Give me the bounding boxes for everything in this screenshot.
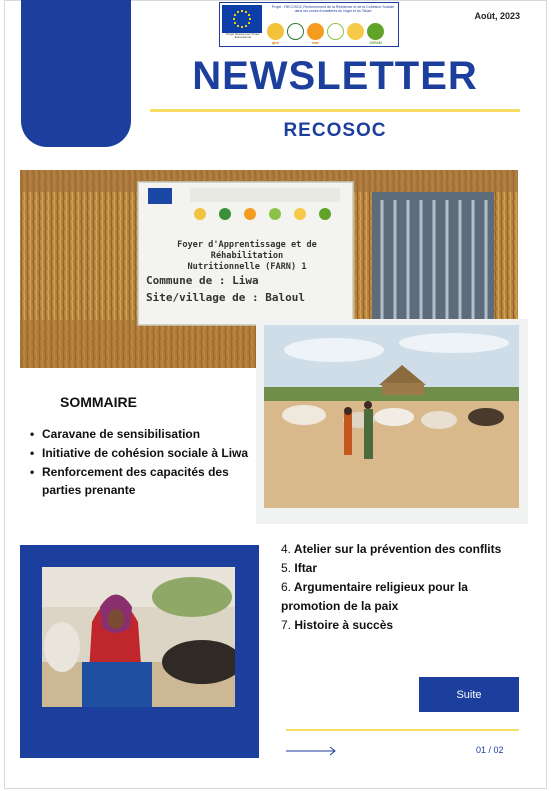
summary-heading: SOMMAIRE [60,394,137,410]
newsletter-subtitle: RECOSOC [283,120,387,141]
summary-item-number: 6. [281,580,292,594]
summary-item[interactable]: • Renforcement des capacités des parties prenante [30,463,250,499]
cattle-photo-illustration [264,325,519,508]
partner-label [327,41,344,45]
eu-stars-icon [222,5,262,33]
partner-logo-icon [327,23,344,40]
summary-item[interactable] [281,578,521,616]
summary-item-number: 7. [281,618,292,632]
farn-sign-text [142,240,352,273]
summary-item-number: 5. [281,561,292,575]
next-page-button[interactable]: Suite [419,677,519,712]
woman-photo-illustration [42,567,235,707]
page-number: 01 / 02 [476,745,504,755]
newsletter-title: NEWSLETTER [192,54,478,98]
summary-item[interactable] [281,559,521,578]
issue-date: Août, 2023 [474,11,520,21]
partner-label: care [312,41,319,45]
partner-label [347,41,364,45]
partner-label: OXFAM [369,41,382,45]
decorative-tab [21,0,131,147]
summary-item-label: Argumentaire religieux pour la promotion de la paix [281,580,468,613]
summary-item-number: 4. [281,542,292,556]
care-logo-icon [307,23,324,40]
summary-item[interactable] [281,540,521,559]
farn-sign-location [146,272,346,306]
partner-logo-bar [219,2,399,47]
partner-logo-icon [287,23,304,40]
summary-list-right [281,540,521,635]
summary-item[interactable]: • Initiative de cohésion sociale à Liwa [30,444,250,462]
farn-sign-line: Nutritionnelle (FARN) 1 [187,262,307,272]
farn-sign-line: Foyer d'Apprentissage et de Réhabilitation [177,240,317,261]
summary-list-left [30,425,250,500]
eu-caption: Projet financé par l'Union Européenne [226,32,260,40]
partner-logo-icon [267,23,284,40]
partner-logo-icon [347,23,364,40]
partner-logos [267,23,384,40]
summary-item-label: Iftar [294,561,318,575]
summary-item[interactable] [281,616,521,635]
summary-item-label: Histoire à succès [294,618,394,632]
woman-with-cattle-photo [42,567,235,707]
farn-sign-line: Site/village de : Baloul [146,291,305,304]
title-divider [150,109,520,112]
partner-logo-labels [267,41,384,45]
farn-sign-line: Commune de : Liwa [146,274,259,287]
cattle-photo [264,325,519,508]
arrow-right-icon[interactable] [286,744,338,758]
partner-label: qieri [271,41,280,45]
partner-label [287,41,304,45]
summary-item[interactable]: • Caravane de sensibilisation [30,425,250,443]
summary-item-label: Atelier sur la prévention des conflits [293,542,502,556]
oxfam-logo-icon [367,23,384,40]
project-title: Projet : RECOSOC Renforcement de la Résilience et de la Cohésion Sociale dans les zones frontalières du Niger et du Tchad [271,5,395,13]
footer-divider [286,729,519,731]
